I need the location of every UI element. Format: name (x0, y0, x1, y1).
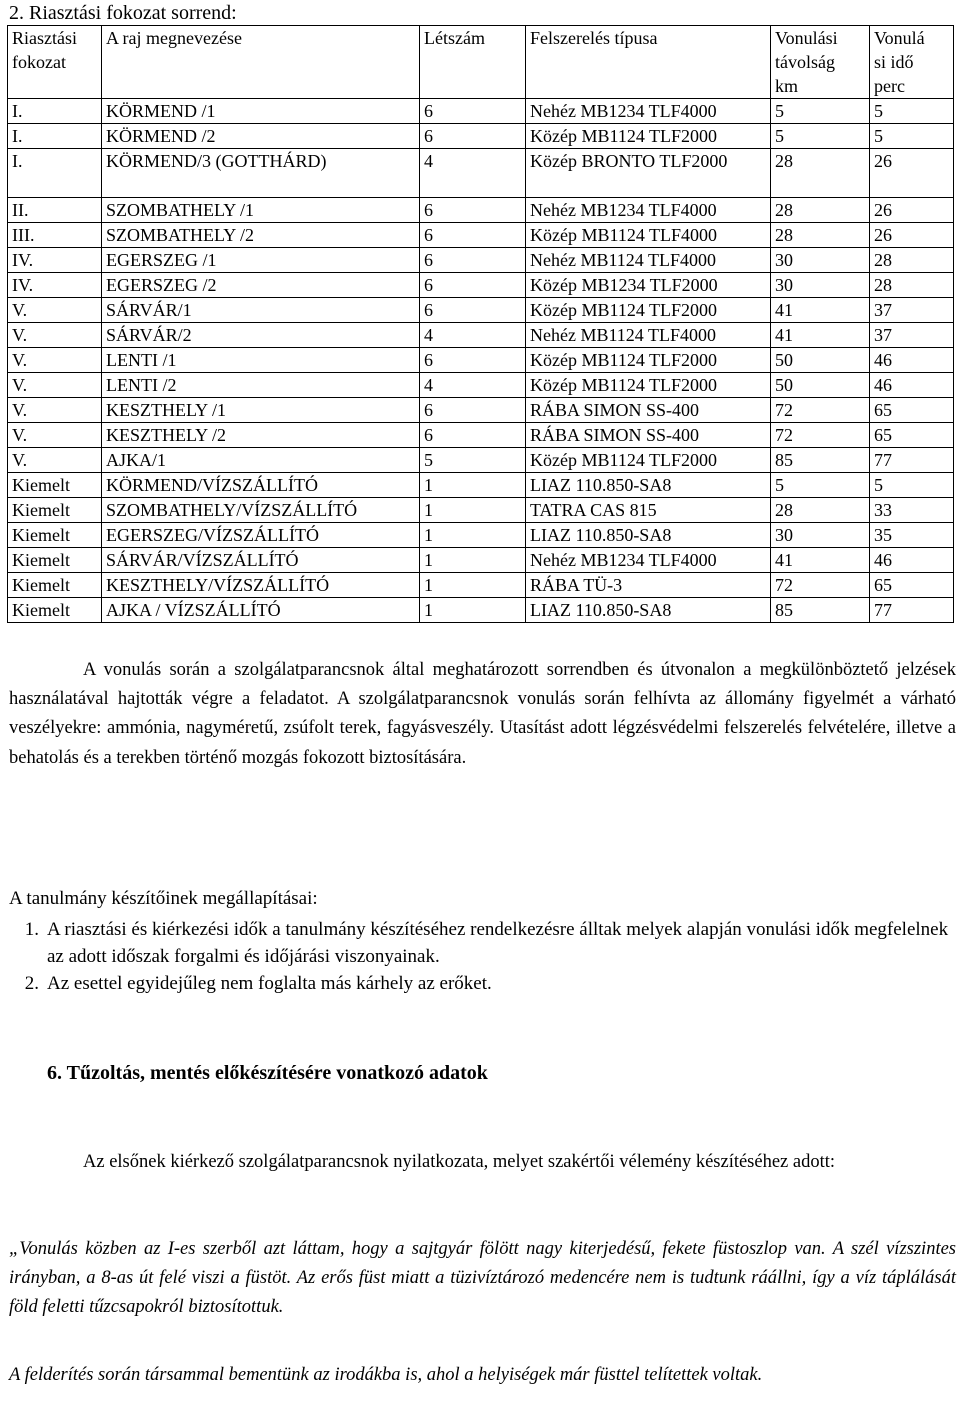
cell-unit-name: EGERSZEG /2 (102, 273, 420, 298)
cell-distance: 85 (771, 598, 870, 623)
cell-time: 5 (870, 124, 954, 149)
cell-alarm-level: IV. (8, 273, 102, 298)
table-row (8, 298, 954, 323)
cell-unit-name: AJKA/1 (102, 448, 420, 473)
header-distance (771, 26, 870, 99)
cell-alarm-level: Kiemelt (8, 548, 102, 573)
cell-alarm-level: II. (8, 198, 102, 223)
cell-headcount: 6 (420, 223, 526, 248)
table-row (8, 149, 954, 198)
header-alarm-level: Riasztási fokozat (8, 26, 102, 99)
table-row (8, 223, 954, 248)
cell-distance: 5 (771, 99, 870, 124)
cell-distance: 5 (771, 473, 870, 498)
table-row (8, 498, 954, 523)
cell-unit-name: SÁRVÁR/2 (102, 323, 420, 348)
cell-unit-name: SZOMBATHELY /2 (102, 223, 420, 248)
header-distance-line1: Vonulási (775, 28, 838, 48)
header-time (870, 26, 954, 99)
cell-equipment: Közép BRONTO TLF2000 (526, 149, 771, 198)
cell-headcount: 4 (420, 323, 526, 348)
header-distance-line3: km (775, 76, 799, 96)
cell-time: 26 (870, 198, 954, 223)
header-unit-name: A raj megnevezése (102, 26, 420, 99)
cell-time: 46 (870, 548, 954, 573)
cell-time: 33 (870, 498, 954, 523)
header-equipment: Felszerelés típusa (526, 26, 771, 99)
cell-unit-name: LENTI /1 (102, 348, 420, 373)
table-row (8, 198, 954, 223)
cell-time: 65 (870, 573, 954, 598)
cell-equipment: Közép MB1124 TLF2000 (526, 448, 771, 473)
header-time-line1: Vonulá (874, 28, 925, 48)
cell-equipment: Nehéz MB1234 TLF4000 (526, 198, 771, 223)
cell-distance: 50 (771, 348, 870, 373)
cell-headcount: 6 (420, 124, 526, 149)
table-row (8, 473, 954, 498)
table-row (8, 523, 954, 548)
cell-time: 35 (870, 523, 954, 548)
cell-equipment: Közép MB1124 TLF2000 (526, 124, 771, 149)
cell-distance: 30 (771, 273, 870, 298)
cell-headcount: 6 (420, 198, 526, 223)
cell-alarm-level: Kiemelt (8, 523, 102, 548)
cell-alarm-level: V. (8, 398, 102, 423)
list-item (9, 916, 956, 970)
cell-alarm-level: Kiemelt (8, 573, 102, 598)
cell-time: 77 (870, 598, 954, 623)
cell-headcount: 6 (420, 348, 526, 373)
cell-alarm-level: Kiemelt (8, 473, 102, 498)
cell-headcount: 1 (420, 498, 526, 523)
cell-equipment: Közép MB1124 TLF2000 (526, 298, 771, 323)
cell-unit-name: LENTI /2 (102, 373, 420, 398)
cell-unit-name: KÖRMEND /2 (102, 124, 420, 149)
cell-time: 77 (870, 448, 954, 473)
cell-alarm-level: I. (8, 99, 102, 124)
cell-unit-name: KESZTHELY /2 (102, 423, 420, 448)
section-heading: 2. Riasztási fokozat sorrend: (9, 2, 237, 24)
cell-equipment: Közép MB1124 TLF4000 (526, 223, 771, 248)
cell-headcount: 6 (420, 99, 526, 124)
alarm-level-table (7, 25, 954, 623)
list-item-text: Az esettel egyidejűleg nem foglalta más kárhely az erőket. (47, 973, 492, 994)
cell-time: 37 (870, 298, 954, 323)
cell-equipment: Közép MB1124 TLF2000 (526, 373, 771, 398)
cell-alarm-level: V. (8, 373, 102, 398)
cell-alarm-level: IV. (8, 248, 102, 273)
cell-alarm-level: V. (8, 298, 102, 323)
table-row (8, 448, 954, 473)
cell-alarm-level: V. (8, 323, 102, 348)
cell-alarm-level: Kiemelt (8, 498, 102, 523)
list-item-text: A riasztási és kiérkezési idők a tanulmány készítéséhez rendelkezésre álltak melyek alapján vonulási idők megfelelnek az adott időszak forgalmi és időjárási viszonyainak. (47, 919, 949, 967)
cell-headcount: 4 (420, 149, 526, 198)
cell-distance: 72 (771, 398, 870, 423)
cell-headcount: 4 (420, 373, 526, 398)
cell-equipment: Nehéz MB1124 TLF4000 (526, 248, 771, 273)
cell-equipment: TATRA CAS 815 (526, 498, 771, 523)
header-headcount: Létszám (420, 26, 526, 99)
cell-distance: 41 (771, 548, 870, 573)
cell-equipment: Nehéz MB1234 TLF4000 (526, 99, 771, 124)
cell-time: 46 (870, 373, 954, 398)
cell-alarm-level: III. (8, 223, 102, 248)
list-item (9, 970, 956, 997)
cell-headcount: 1 (420, 548, 526, 573)
cell-time: 46 (870, 348, 954, 373)
cell-alarm-level: V. (8, 423, 102, 448)
cell-unit-name: KÖRMEND/3 (GOTTHÁRD) (102, 149, 420, 198)
cell-headcount: 6 (420, 273, 526, 298)
cell-distance: 28 (771, 223, 870, 248)
table-row (8, 573, 954, 598)
cell-unit-name: SZOMBATHELY /1 (102, 198, 420, 223)
cell-unit-name: EGERSZEG /1 (102, 248, 420, 273)
cell-distance: 28 (771, 149, 870, 198)
table-row (8, 323, 954, 348)
cell-time: 26 (870, 223, 954, 248)
cell-time: 26 (870, 149, 954, 198)
cell-equipment: LIAZ 110.850-SA8 (526, 473, 771, 498)
cell-headcount: 1 (420, 473, 526, 498)
cell-equipment: RÁBA SIMON SS-400 (526, 423, 771, 448)
cell-equipment: Nehéz MB1124 TLF4000 (526, 323, 771, 348)
cell-alarm-level: V. (8, 448, 102, 473)
cell-time: 5 (870, 473, 954, 498)
cell-unit-name: SÁRVÁR/VÍZSZÁLLÍTÓ (102, 548, 420, 573)
cell-distance: 50 (771, 373, 870, 398)
table-header-row (8, 26, 954, 99)
table-row (8, 548, 954, 573)
findings-list (9, 916, 956, 997)
table-row (8, 373, 954, 398)
cell-unit-name: EGERSZEG/VÍZSZÁLLÍTÓ (102, 523, 420, 548)
cell-equipment: Nehéz MB1234 TLF4000 (526, 548, 771, 573)
cell-distance: 30 (771, 248, 870, 273)
header-time-line3: perc (874, 76, 905, 96)
table-row (8, 124, 954, 149)
cell-distance: 28 (771, 498, 870, 523)
cell-unit-name: KESZTHELY/VÍZSZÁLLÍTÓ (102, 573, 420, 598)
cell-headcount: 5 (420, 448, 526, 473)
cell-unit-name: KESZTHELY /1 (102, 398, 420, 423)
table-row (8, 248, 954, 273)
table-row (8, 273, 954, 298)
cell-time: 28 (870, 273, 954, 298)
cell-alarm-level: I. (8, 124, 102, 149)
cell-distance: 72 (771, 423, 870, 448)
quote-paragraph-2: A felderítés során társammal bementünk az irodákba is, ahol a helyiségek már füsttel telítettek voltak. (9, 1365, 763, 1385)
table-row (8, 423, 954, 448)
table-row (8, 99, 954, 124)
cell-headcount: 6 (420, 248, 526, 273)
cell-alarm-level: Kiemelt (8, 598, 102, 623)
header-time-line2: si idő (874, 52, 914, 72)
header-distance-line2: távolság (775, 52, 835, 72)
cell-unit-name: AJKA / VÍZSZÁLLÍTÓ (102, 598, 420, 623)
table-row (8, 348, 954, 373)
cell-unit-name: KÖRMEND/VÍZSZÁLLÍTÓ (102, 473, 420, 498)
cell-unit-name: KÖRMEND /1 (102, 99, 420, 124)
cell-time: 65 (870, 423, 954, 448)
cell-alarm-level: V. (8, 348, 102, 373)
cell-distance: 5 (771, 124, 870, 149)
paragraph-response: A vonulás során a szolgálatparancsnok által meghatározott sorrendben és útvonalon a megkülönböztető jelzések használatával hajtották végre a feladatot. A szolgálatparancsnok vonulás során felhívta az állomány figyelmét a várható veszélyekre: ammónia, nagyméretű, zsúfolt terek, fagyásveszély. Utasítást adott légzésvédelmi felszerelés felvételére, illetve a behatolás és a terekben történő mozgás fokozott biztosítására. (9, 660, 956, 768)
cell-headcount: 1 (420, 523, 526, 548)
cell-distance: 85 (771, 448, 870, 473)
list-item-number: 2. (24, 973, 39, 994)
cell-unit-name: SÁRVÁR/1 (102, 298, 420, 323)
cell-equipment: RÁBA TÜ-3 (526, 573, 771, 598)
section-6-title: 6. Tűzoltás, mentés előkészítésére vonatkozó adatok (47, 1062, 488, 1084)
cell-time: 5 (870, 99, 954, 124)
cell-distance: 28 (771, 198, 870, 223)
cell-headcount: 6 (420, 398, 526, 423)
cell-headcount: 6 (420, 423, 526, 448)
cell-time: 37 (870, 323, 954, 348)
cell-headcount: 1 (420, 573, 526, 598)
cell-equipment: Közép MB1124 TLF2000 (526, 348, 771, 373)
list-item-number: 1. (24, 919, 39, 940)
table-row (8, 398, 954, 423)
cell-time: 65 (870, 398, 954, 423)
cell-equipment: RÁBA SIMON SS-400 (526, 398, 771, 423)
cell-equipment: LIAZ 110.850-SA8 (526, 523, 771, 548)
table-row (8, 598, 954, 623)
cell-headcount: 1 (420, 598, 526, 623)
quote-paragraph-1: „Vonulás közben az I-es szerből azt láttam, hogy a sajtgyár fölött nagy kiterjedésű, fekete füstoszlop van. A szél vízszintes irányban, a 8-as út felé viszi a füstöt. Az erős füst miatt a tüzivíztározó medencére nem is tudtunk ráállni, így a víz táplálását föld feletti tűzcsapokról biztosítottuk. (9, 1239, 956, 1318)
cell-distance: 30 (771, 523, 870, 548)
cell-alarm-level: I. (8, 149, 102, 198)
cell-distance: 72 (771, 573, 870, 598)
cell-equipment: Közép MB1234 TLF2000 (526, 273, 771, 298)
cell-distance: 41 (771, 298, 870, 323)
cell-equipment: LIAZ 110.850-SA8 (526, 598, 771, 623)
cell-headcount: 6 (420, 298, 526, 323)
cell-time: 28 (870, 248, 954, 273)
cell-unit-name: SZOMBATHELY/VÍZSZÁLLÍTÓ (102, 498, 420, 523)
findings-title: A tanulmány készítőinek megállapításai: (9, 888, 318, 909)
paragraph-statement-intro: Az elsőnek kiérkező szolgálatparancsnok nyilatkozata, melyet szakértői vélemény készítéséhez adott: (83, 1152, 836, 1172)
cell-distance: 41 (771, 323, 870, 348)
